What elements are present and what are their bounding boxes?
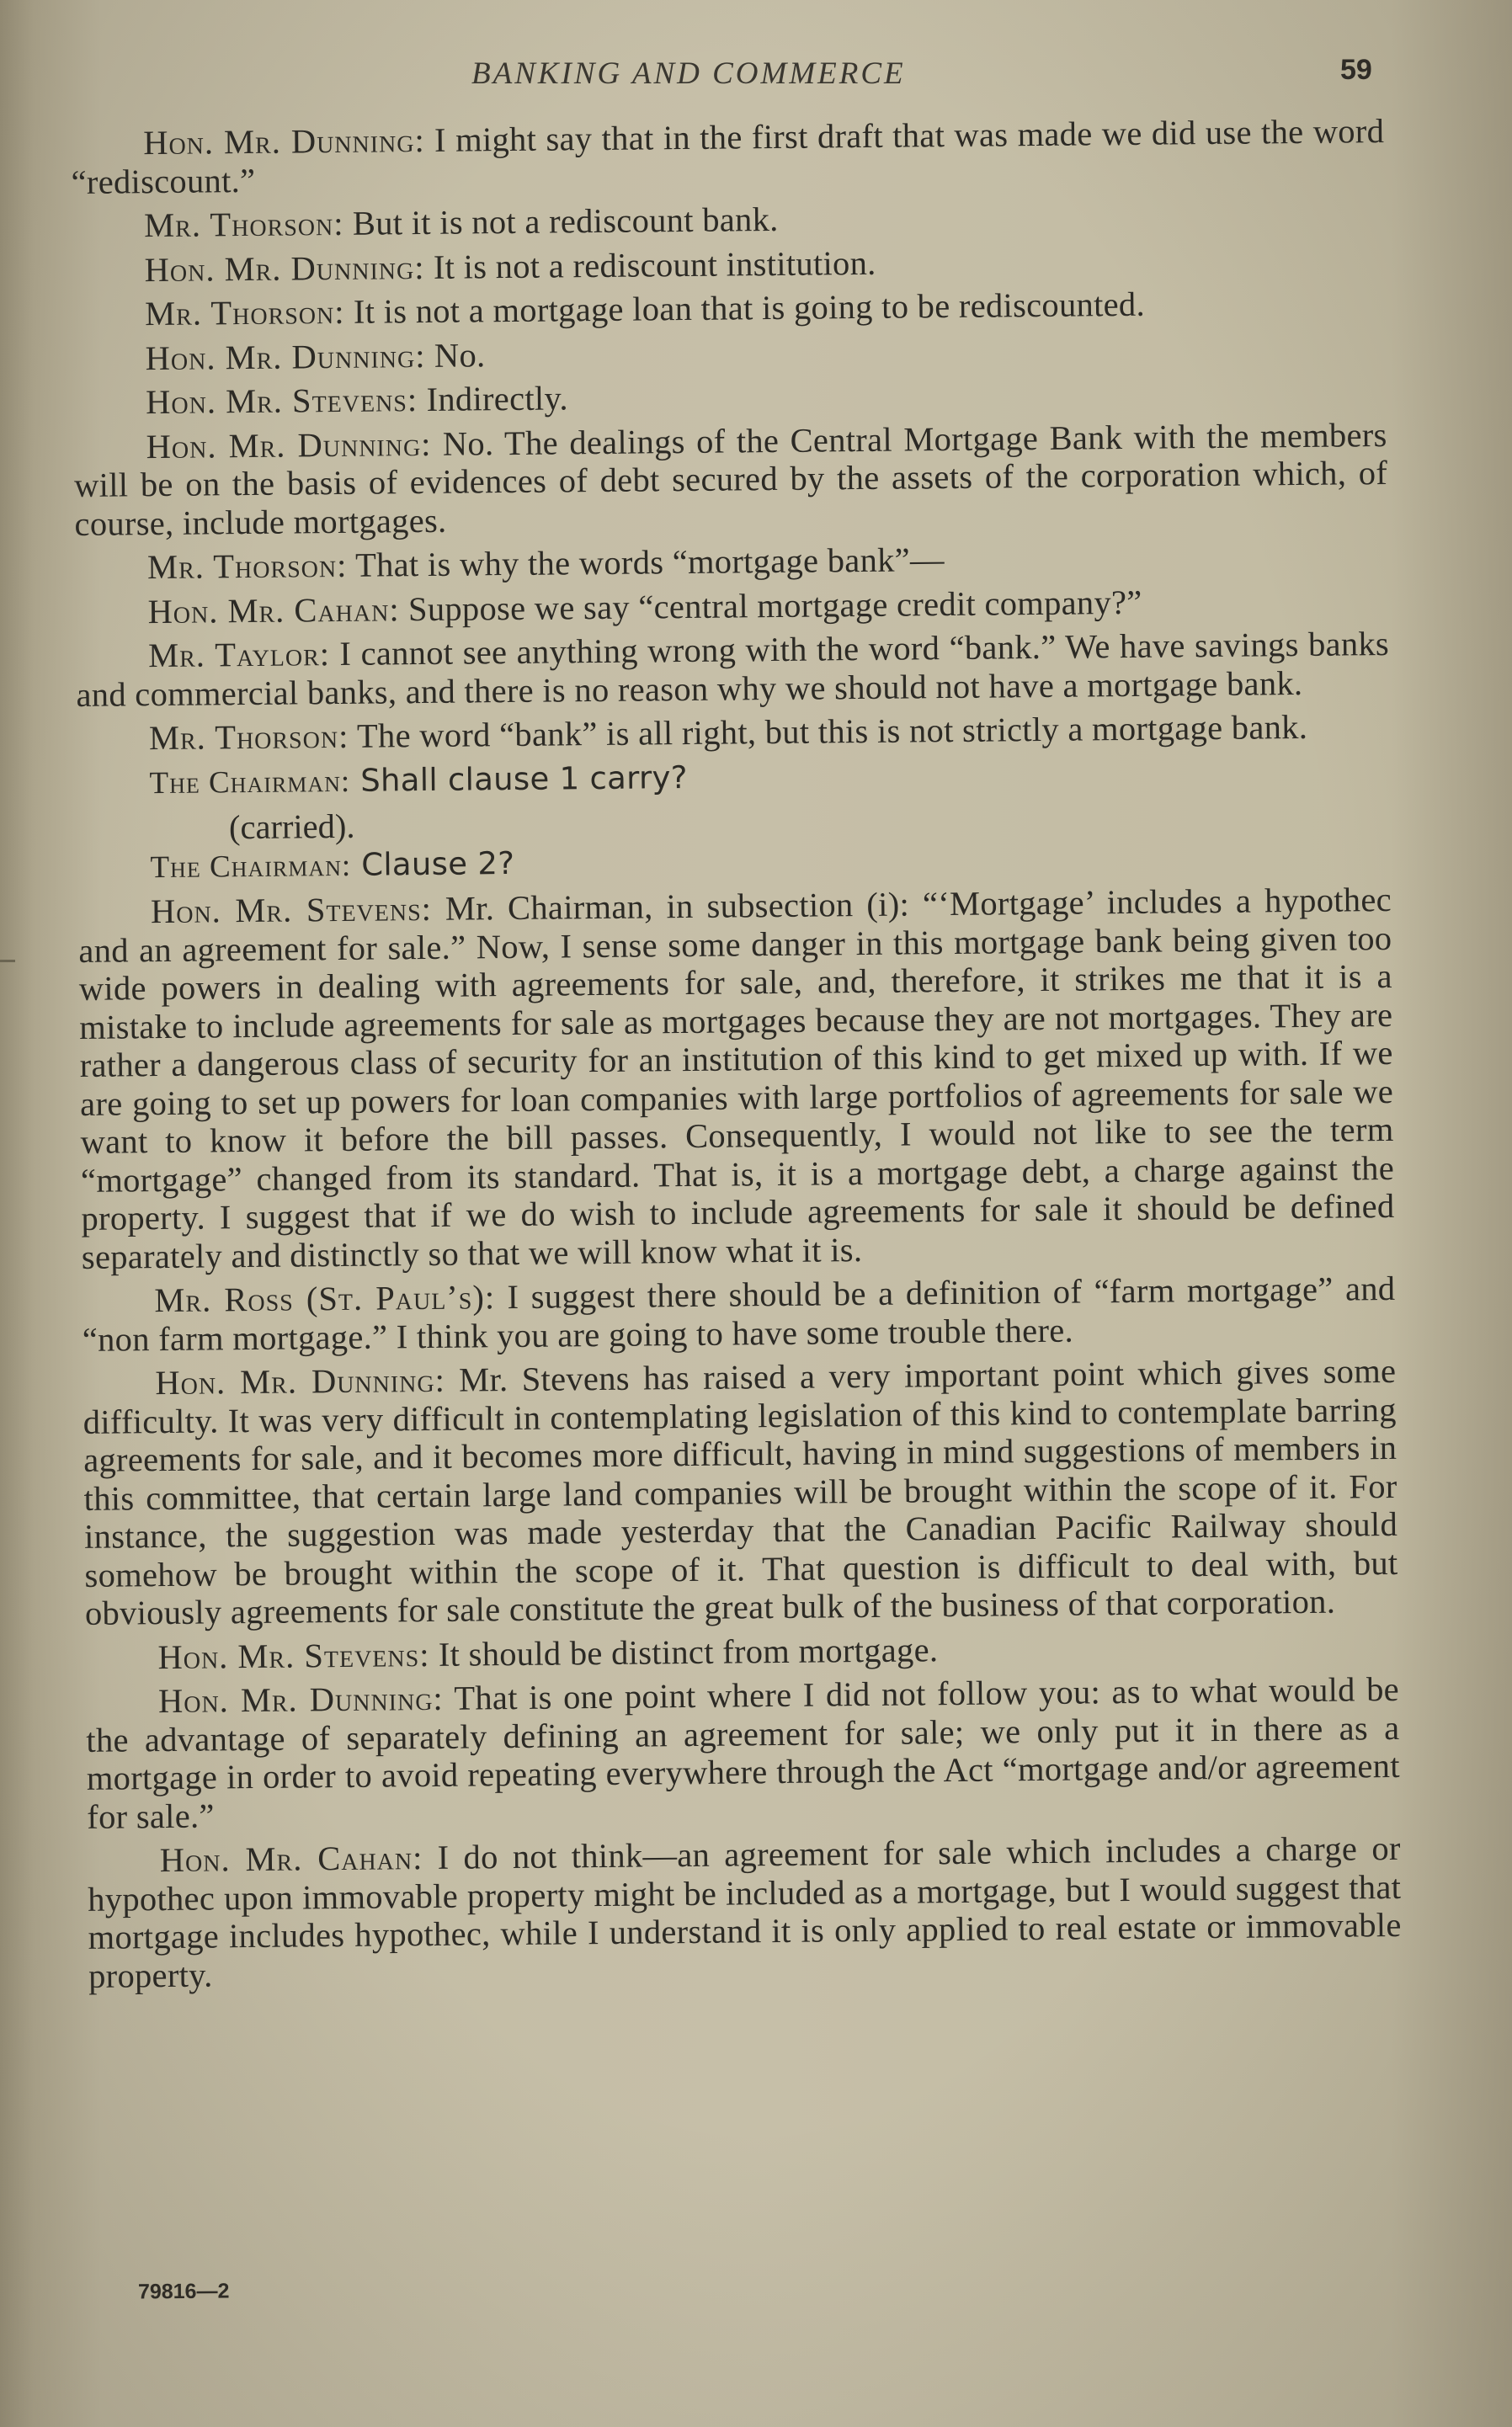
paragraph-text: Indirectly. [417, 379, 569, 419]
speaker-name: Mr. Thorson: [148, 716, 349, 758]
speaker-name: Mr. Ross (St. Paul’s): [154, 1278, 496, 1320]
speaker-name: Hon. Mr. Cahan: [159, 1839, 423, 1880]
paragraph [73, 371, 1387, 422]
speaker-name: Mr. Thorson: [144, 292, 345, 333]
printer-signature-mark: 79816—2 [137, 2279, 230, 2304]
paragraph [73, 416, 1387, 543]
page-header [0, 52, 1512, 103]
paragraph [86, 1670, 1401, 1836]
speaker-name: The Chairman: [150, 848, 352, 885]
speaker-name: Mr. Thorson: [146, 546, 348, 587]
paragraph-text: Mr. Chairman, in subsection (i): “‘Mortgage’ includes a hypothec and an agreement for sale.” Now, I sense some danger in this mortgage bank being given too wide powers in dealing with agreements for sale, and, therefore, it strikes me that it is a mistake to include agreements for sale as mortgages because they are not mortgages. They are rather a dangerous class of security for an institution of this kind to get mixed up with. If we are going to set up powers for loan companies with large portfolios of agreements for sale we want to know it before the bill passes. Consequently, I would not like to see the term “mortgage” changed from its standard. That is, it is a mortgage debt, a charge against the property. I suggest that if we do wish to include agreements for sale it should be defined separately and distinctly so that we will know what it is. [78, 880, 1395, 1276]
paragraph-text: Mr. Stevens has raised a very important point which gives some difficulty. It was very difficult in contemplating legislation of this kind to contemplate barring agreements for sale, and it becomes more difficult, having in mind suggestions of members in this committee, that certain large land companies will be brought within the scope of it. For instance, the suggestion was made yesterday that the Canadian Pacific Railway should somehow be brought within the scope of it. That question is difficult to deal with, but obviously agreements for sale constitute the great bulk of the business of that corporation. [83, 1351, 1398, 1632]
page-number: 59 [1340, 54, 1372, 86]
paragraph-text: The word “bank” is all right, but this is not strictly a mortgage bank. [349, 707, 1308, 755]
page-edge-mark [0, 960, 15, 962]
paragraph [83, 1352, 1398, 1632]
paragraph-text: It should be distinct from mortgage. [429, 1630, 939, 1674]
paragraph-text: Suppose we say “central mortgage credit company?” [399, 583, 1142, 628]
motion-result: (carried). [228, 806, 355, 847]
paragraph-text: I suggest there should be a definition of “farm mortgage” and “non farm mortgage.” I think you are going to have some trouble there. [82, 1269, 1396, 1359]
speaker-name: Hon. Mr. Stevens: [145, 381, 418, 422]
paragraph [72, 194, 1385, 245]
paragraph-text: I do not think—an agreement for sale which includes a charge or hypothec upon immovable property might be included as a mortgage, but I would suggest that mortgage includes hypothec, while I understand it is only applied to real estate or immovable property. [88, 1828, 1402, 1995]
paragraph [72, 327, 1386, 378]
paragraph [71, 112, 1385, 201]
chairman-question [77, 751, 1390, 802]
paragraph-text: No. The dealings of the Central Mortgage Bank with the members will be on the basis of evidences of debt secured by the assets of the corporation which, of course, include mortgages. [73, 415, 1388, 543]
speaker-name: Hon. Mr. Cahan: [147, 589, 400, 631]
paragraph-text: Clause 2? [350, 844, 515, 883]
paragraph-text: I might say that in the first draft that was made we did use the word “rediscount.” [71, 112, 1385, 201]
paragraph [76, 625, 1390, 714]
speaker-name: Hon. Mr. Dunning: [142, 120, 425, 162]
speaker-name: Hon. Mr. Dunning: [157, 1679, 444, 1721]
paragraph [82, 1269, 1396, 1359]
speaker-name: Hon. Mr. Dunning: [144, 247, 425, 289]
paragraph [72, 239, 1385, 290]
paragraph-text: Shall clause 1 carry? [349, 758, 688, 799]
paragraph-text: That is why the words “mortgage bank”— [347, 540, 945, 584]
speaker-name: Mr. Taylor: [147, 635, 331, 675]
paragraph-text: That is one point where I did not follow you: as to what would be the advantage of separately defining an agreement for sale; we only put it in there as a mortgage in order to avoid repeating everywhere through the Act “mortgage and/or agreement for sale.” [86, 1669, 1401, 1836]
paragraph-text: I cannot see anything wrong with the word “bank.” We have savings banks and commercial banks, and there is no reason why we should not have a mortgage bank. [76, 624, 1390, 714]
paragraph-text: It is not a mortgage loan that is going to be rediscounted. [344, 285, 1146, 331]
paragraph [72, 283, 1386, 333]
speaker-name: Hon. Mr. Dunning: [146, 424, 432, 466]
running-head: BANKING AND COMMERCE [471, 56, 906, 91]
paragraph-text: But it is not a rediscount bank. [343, 200, 779, 242]
paragraph [85, 1626, 1398, 1676]
paragraph-text: No. [425, 335, 486, 375]
speaker-name: The Chairman: [149, 764, 351, 801]
paragraph [75, 580, 1388, 631]
speaker-name: Hon. Mr. Stevens: [150, 889, 433, 931]
paragraph-text: It is not a rediscount institution. [424, 243, 876, 286]
paragraph [77, 707, 1390, 758]
paragraph [78, 881, 1395, 1276]
paragraph [88, 1829, 1403, 1995]
speaker-name: Mr. Thorson: [143, 204, 344, 245]
speaker-name: Hon. Mr. Dunning: [155, 1360, 446, 1402]
speaker-name: Hon. Mr. Stevens: [157, 1635, 430, 1676]
transcript-body [71, 112, 1402, 1995]
paragraph [75, 536, 1388, 587]
speaker-name: Hon. Mr. Dunning: [145, 336, 426, 377]
